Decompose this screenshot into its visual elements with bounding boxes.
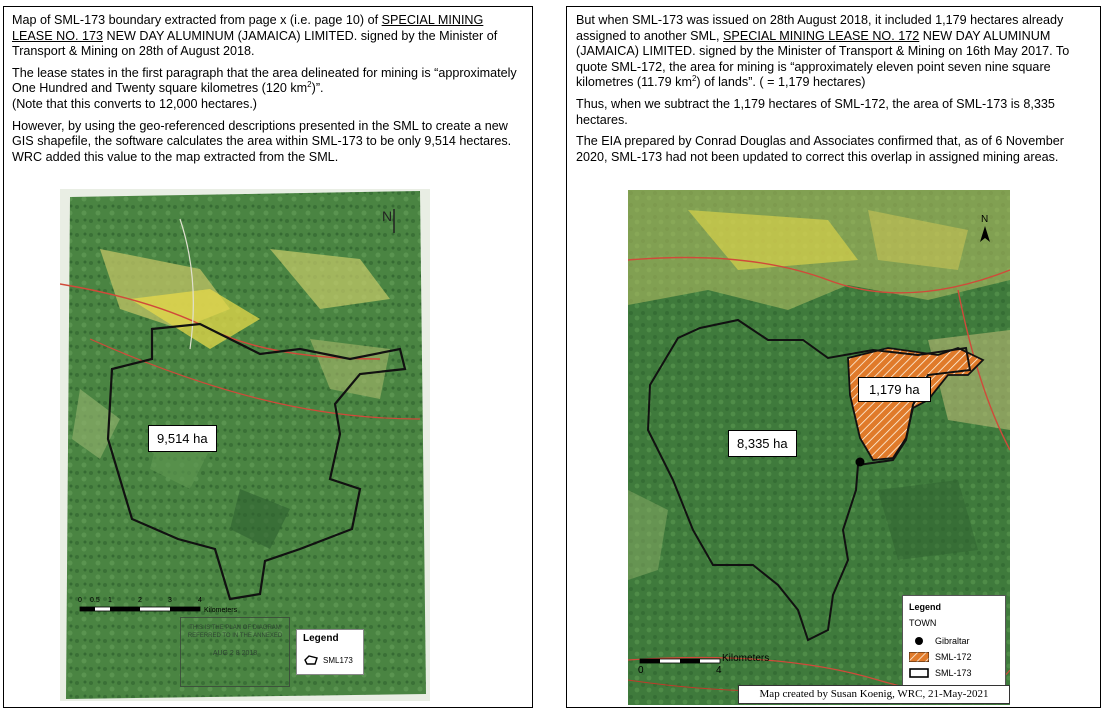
- legend-row-sml172: [909, 652, 972, 662]
- sml-172-area-label: 1,179 ha: [858, 377, 931, 402]
- legend-title: Legend: [909, 602, 942, 612]
- gibraltar-town-marker: [856, 458, 865, 467]
- right-paragraph-1: [576, 13, 1094, 91]
- scale-tick-0-5: 0.5: [90, 597, 100, 604]
- legend-item-sml173: SML-173: [935, 668, 972, 678]
- right-panel: [566, 6, 1101, 708]
- left-p2-text-b: )”.: [311, 81, 324, 96]
- approval-stamp: [180, 617, 290, 687]
- north-arrow-label: N: [981, 214, 989, 225]
- stamp-date: AUG 2 8 2018: [212, 650, 258, 657]
- sml-173-area-label: 8,335 ha: [728, 430, 797, 457]
- right-paragraph-3: The EIA prepared by Conrad Douglas and Associates confirmed that, as of 6 November 2020, SML-173 had not been updated to correct this overlap in assigned mining areas.: [576, 134, 1064, 164]
- legend-item-sml172: SML-172: [935, 652, 972, 662]
- left-p1-text-b: NEW DAY ALUMINUM (JAMAICA) LIMITED. signed by the Minister of Transport & Mining on 28th of August 2018.: [12, 28, 498, 59]
- left-p1-text-a: Map of SML-173 boundary extracted from page x (i.e. page 10) of: [12, 13, 382, 27]
- right-p1-sup: 2: [691, 74, 697, 84]
- outline-swatch-icon: [909, 668, 929, 678]
- scale-unit: Kilometers: [204, 607, 238, 614]
- right-p1-text-c: ) of lands”. ( = 1,179 hectares): [696, 75, 866, 90]
- map-legend: [296, 629, 364, 675]
- left-paragraph-1: [12, 13, 527, 60]
- scale-end: 4: [716, 665, 722, 676]
- map-legend: [902, 595, 1006, 689]
- stamp-text: THIS IS THE PLAN OF DIAGRAM REFERRED TO IN THE ANNEXED: [187, 625, 283, 639]
- sml-overlap-map: [628, 190, 1010, 705]
- north-arrow-label: N: [382, 208, 393, 224]
- scale-tick-4: 4: [198, 597, 202, 604]
- left-paragraph-2: [12, 66, 527, 97]
- legend-title: Legend: [303, 633, 339, 644]
- legend-item-sml173: SML173: [323, 656, 353, 665]
- left-text: [12, 13, 527, 171]
- legend-row-sml173: [909, 668, 972, 678]
- legend-item-gibraltar: Gibraltar: [935, 636, 970, 646]
- scale-unit: Kilometers: [722, 653, 770, 664]
- scale-tick-2: 2: [138, 597, 142, 604]
- left-p2-text-a: The lease states in the first paragraph that the area delineated for mining is “approximately One Hundred and Twenty square kilometres (120 km: [12, 65, 517, 96]
- scale-tick-0: 0: [78, 597, 82, 604]
- right-p1-text-a: But when SML-173 was issued on 28th August 2018, it included 1,179 hectares already assigned to another SML,: [576, 13, 1064, 43]
- scale-tick-3: 3: [168, 597, 172, 604]
- scale-bar: [76, 599, 256, 619]
- scale-bar: [634, 653, 784, 683]
- right-paragraph-2: Thus, when we subtract the 1,179 hectares of SML-172, the area of SML-173 is 8,335 hectares.: [576, 96, 1055, 127]
- left-p2-sup: 2: [307, 80, 312, 90]
- sml-173-area-label: 9,514 ha: [148, 425, 217, 452]
- left-paragraph-2-note: (Note that this converts to 12,000 hectares.): [12, 96, 258, 111]
- right-p1-underlined: SPECIAL MINING LEASE NO. 172: [723, 28, 920, 43]
- sml-173-scanned-map: [60, 189, 430, 701]
- left-panel: [3, 6, 533, 708]
- left-paragraph-3: However, by using the geo-referenced descriptions presented in the SML to create a new GIS shapefile, the software calculates the area within SML-173 to be only 9,514 hectares. WRC added this value to the map extracted from the SML.: [12, 118, 512, 164]
- legend-boundary-icon: [303, 654, 319, 666]
- legend-row-town: [909, 636, 970, 646]
- left-p1-underlined: SPECIAL MINING LEASE NO. 173: [12, 13, 484, 43]
- legend-subtitle: TOWN: [909, 618, 937, 628]
- right-p1-text-b: NEW DAY ALUMINUM (JAMAICA) LIMITED. signed by the Minister of Transport & Mining on 16th May 2017. To quote SML-172, the area for mining is “approximately eleven point seven nine square kilometres (11.79 km: [576, 28, 1070, 90]
- map-credit: Map created by Susan Koenig, WRC, 21-May-2021: [738, 685, 1010, 704]
- scale-tick-1: 1: [108, 597, 112, 604]
- town-dot-icon: [909, 636, 929, 646]
- hatched-swatch-icon: [909, 652, 929, 662]
- scale-start: 0: [638, 665, 644, 676]
- right-text: [576, 13, 1094, 171]
